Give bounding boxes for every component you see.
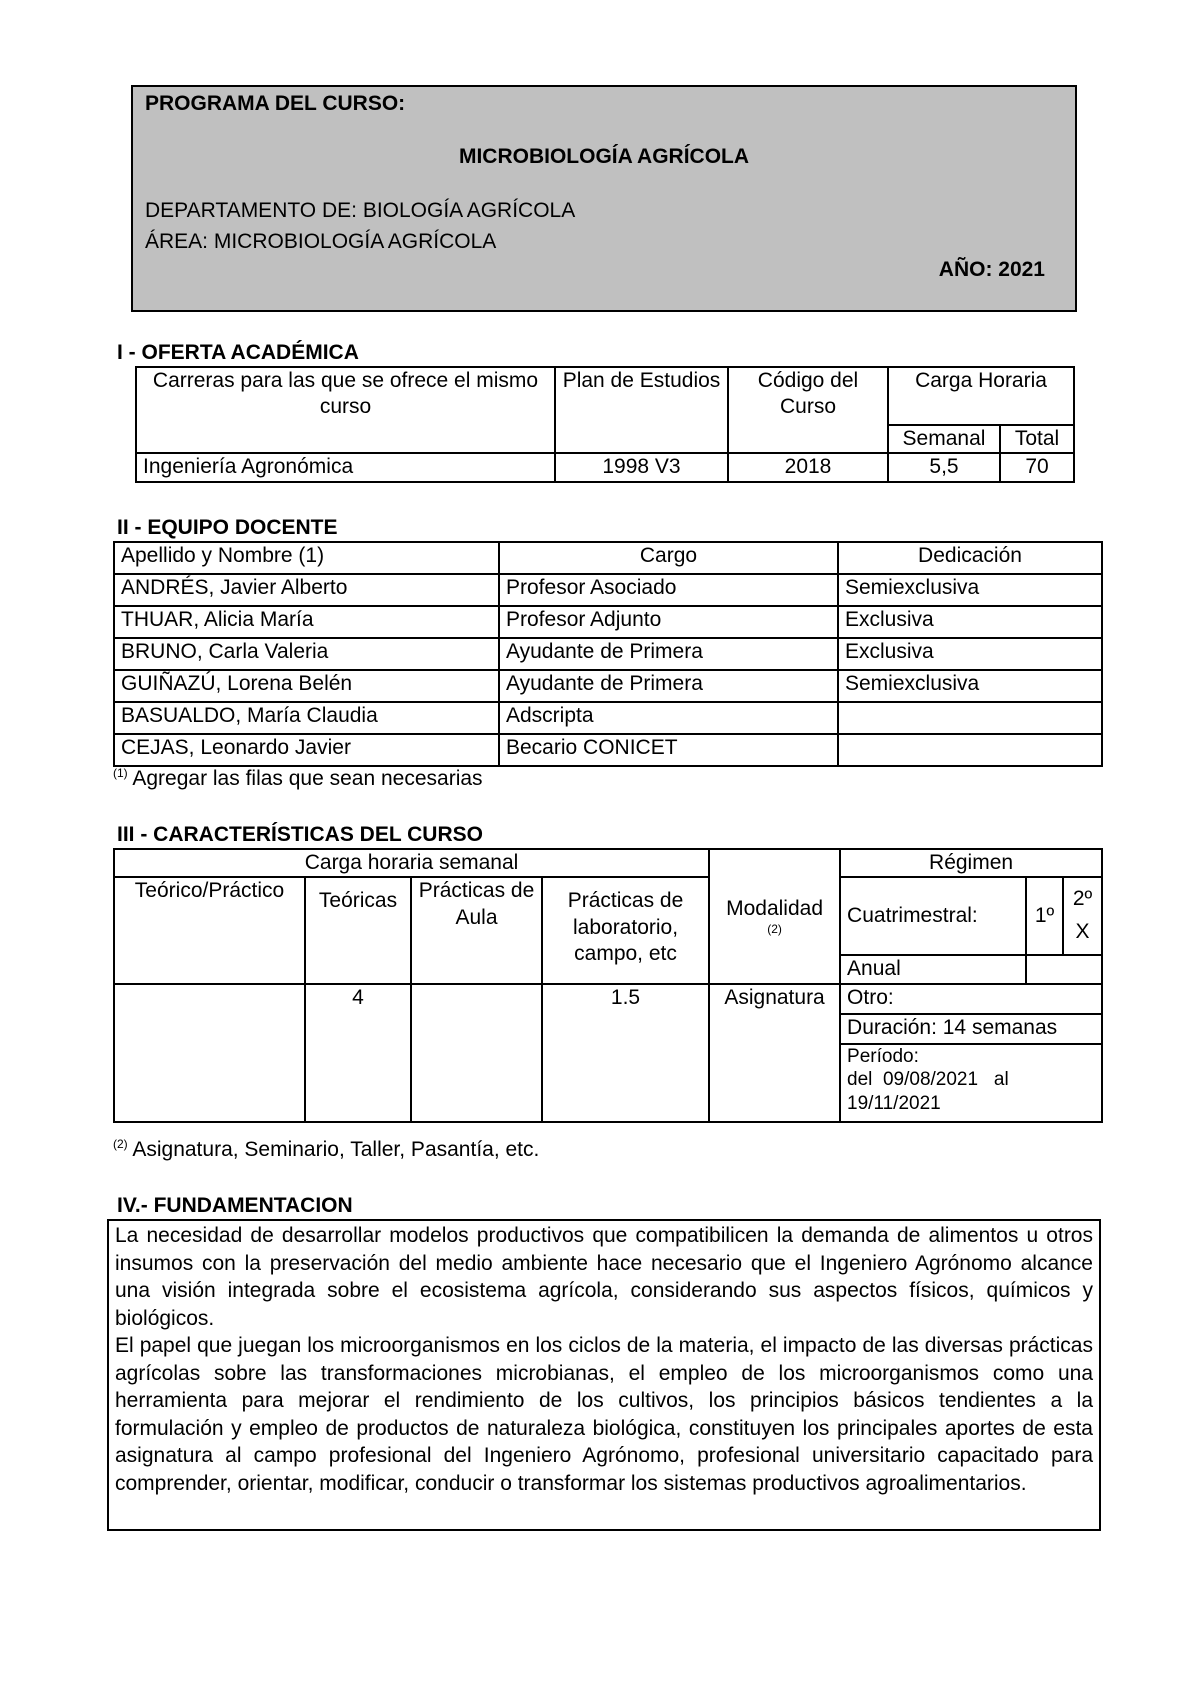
lab-practice-cell: 1.5 [542,984,709,1122]
table-row [114,574,1102,606]
period-to: 19/11/2021 [847,1093,941,1114]
lab-practice-header: Prácticas de laboratorio, campo, etc [542,877,709,983]
footnote-ref: (1) [113,766,128,780]
oferta-table [135,366,1075,483]
staff-role: Profesor Adjunto [499,606,838,638]
dedication-header: Dedicación [838,542,1102,574]
name-header: Apellido y Nombre (1) [114,542,499,574]
modality-cell: Asignatura [709,984,840,1122]
staff-name: THUAR, Alicia María [114,606,499,638]
fundamentacion-paragraph: La necesidad de desarrollar modelos productivos que compatibilicen la demanda de alimentos u otros insumos con la preservación del medio ambiente hace necesario que el Ingeniero Agrónomo alcance una visión integrada sobre el ecosistema agrícola, considerando sus aspectos físicos, químicos y biológicos. [115,1224,1093,1330]
table-row [114,606,1102,638]
staff-role: Becario CONICET [499,734,838,766]
total-cell: 70 [1000,453,1074,481]
staff-role: Adscripta [499,702,838,734]
fundamentacion-title: IV.- FUNDAMENTACION [117,1194,353,1217]
course-name: MICROBIOLOGÍA AGRÍCOLA [458,145,750,168]
department: DEPARTAMENTO DE: BIOLOGÍA AGRÍCOLA [145,199,576,222]
period-from: del 09/08/2021 al [847,1069,1009,1091]
staff-name: BASUALDO, María Claudia [114,702,499,734]
staff-role: Ayudante de Primera [499,670,838,702]
equipo-title: II - EQUIPO DOCENTE [117,516,338,539]
area: ÁREA: MICROBIOLOGÍA AGRÍCOLA [145,230,497,253]
program-label: PROGRAMA DEL CURSO: [145,92,406,115]
theory-header: Teóricas [305,877,411,983]
staff-name: GUIÑAZÚ, Lorena Belén [114,670,499,702]
weekly-load-header: Carga horaria semanal [114,849,709,877]
table-row [114,670,1102,702]
staff-dedication [838,734,1102,766]
theory-practice-cell [114,984,305,1122]
second-quarter-cell [1063,877,1102,955]
theory-cell: 4 [305,984,411,1122]
second-quarter-mark: X [1075,919,1090,943]
staff-dedication: Semiexclusiva [838,670,1102,702]
plan-cell: 1998 V3 [555,453,728,481]
staff-dedication: Semiexclusiva [838,574,1102,606]
code-header: Código del Curso [728,367,888,453]
footnote-ref: (2) [113,1137,128,1151]
annual-label: Anual [840,955,1026,983]
weekly-cell: 5,5 [888,453,1000,481]
table-row [114,638,1102,670]
equipo-table [113,541,1103,767]
period-label: Período: [847,1045,919,1067]
course-header-box [131,85,1077,312]
year: AÑO: 2021 [938,258,1045,281]
plan-header: Plan de Estudios [555,367,728,453]
staff-dedication: Exclusiva [838,638,1102,670]
table-row [114,984,1102,1014]
oferta-title: I - OFERTA ACADÉMICA [117,341,359,364]
modality-label: Modalidad [726,896,823,920]
second-quarter: 2º [1072,887,1093,911]
first-quarter: 1º [1026,877,1063,955]
other-cell: Otro: [840,984,1102,1014]
table-row [114,734,1102,766]
footnote-text: Asignatura, Seminario, Taller, Pasantía, etc. [127,1138,540,1161]
table-row [136,453,1074,481]
period-cell [840,1044,1102,1122]
weekly-header: Semanal [888,425,1000,453]
caracteristicas-title: III - CARACTERÍSTICAS DEL CURSO [117,823,483,846]
hours-header: Carga Horaria [888,367,1074,425]
staff-name: ANDRÉS, Javier Alberto [114,574,499,606]
equipo-footnote [113,766,483,791]
staff-role: Ayudante de Primera [499,638,838,670]
classroom-practice-header: Prácticas de Aula [411,877,542,983]
staff-role: Profesor Asociado [499,574,838,606]
role-header: Cargo [499,542,838,574]
duration-cell: Duración: 14 semanas [840,1014,1102,1044]
table-row [114,702,1102,734]
footnote-text: Agregar las filas que sean necesarias [127,767,483,790]
modality-header [709,849,840,984]
code-cell: 2018 [728,453,888,481]
fundamentacion-box [107,1219,1101,1531]
classroom-practice-cell [411,984,542,1122]
staff-dedication: Exclusiva [838,606,1102,638]
caracteristicas-table [113,848,1103,1123]
careers-header: Carreras para las que se ofrece el mismo curso [136,367,555,453]
staff-name: CEJAS, Leonardo Javier [114,734,499,766]
annual-value [1026,955,1102,983]
quarterly-label: Cuatrimestral: [840,877,1026,955]
theory-practice-header: Teórico/Práctico [114,877,305,983]
modality-ref: (2) [767,921,782,936]
regime-header: Régimen [840,849,1102,877]
fundamentacion-paragraph: El papel que juegan los microorganismos en los ciclos de la materia, el impacto de las diversas prácticas agrícolas sobre las transformaciones microbianas, el empleo de los microorganismos como una herramienta para mejorar el rendimiento de los cultivos, los principios básicos tendientes a la formulación y empleo de productos de naturaleza biológica, constituyen los principales aportes de esta asignatura al campo profesional del Ingeniero Agrónomo, profesional universitario capacitado para comprender, orientar, modificar, conducir o transformar los sistemas productivos agroalimentarios. [115,1334,1093,1495]
staff-name: BRUNO, Carla Valeria [114,638,499,670]
caracteristicas-footnote [113,1137,539,1162]
total-header: Total [1000,425,1074,453]
staff-dedication [838,702,1102,734]
career-cell: Ingeniería Agronómica [136,453,555,481]
